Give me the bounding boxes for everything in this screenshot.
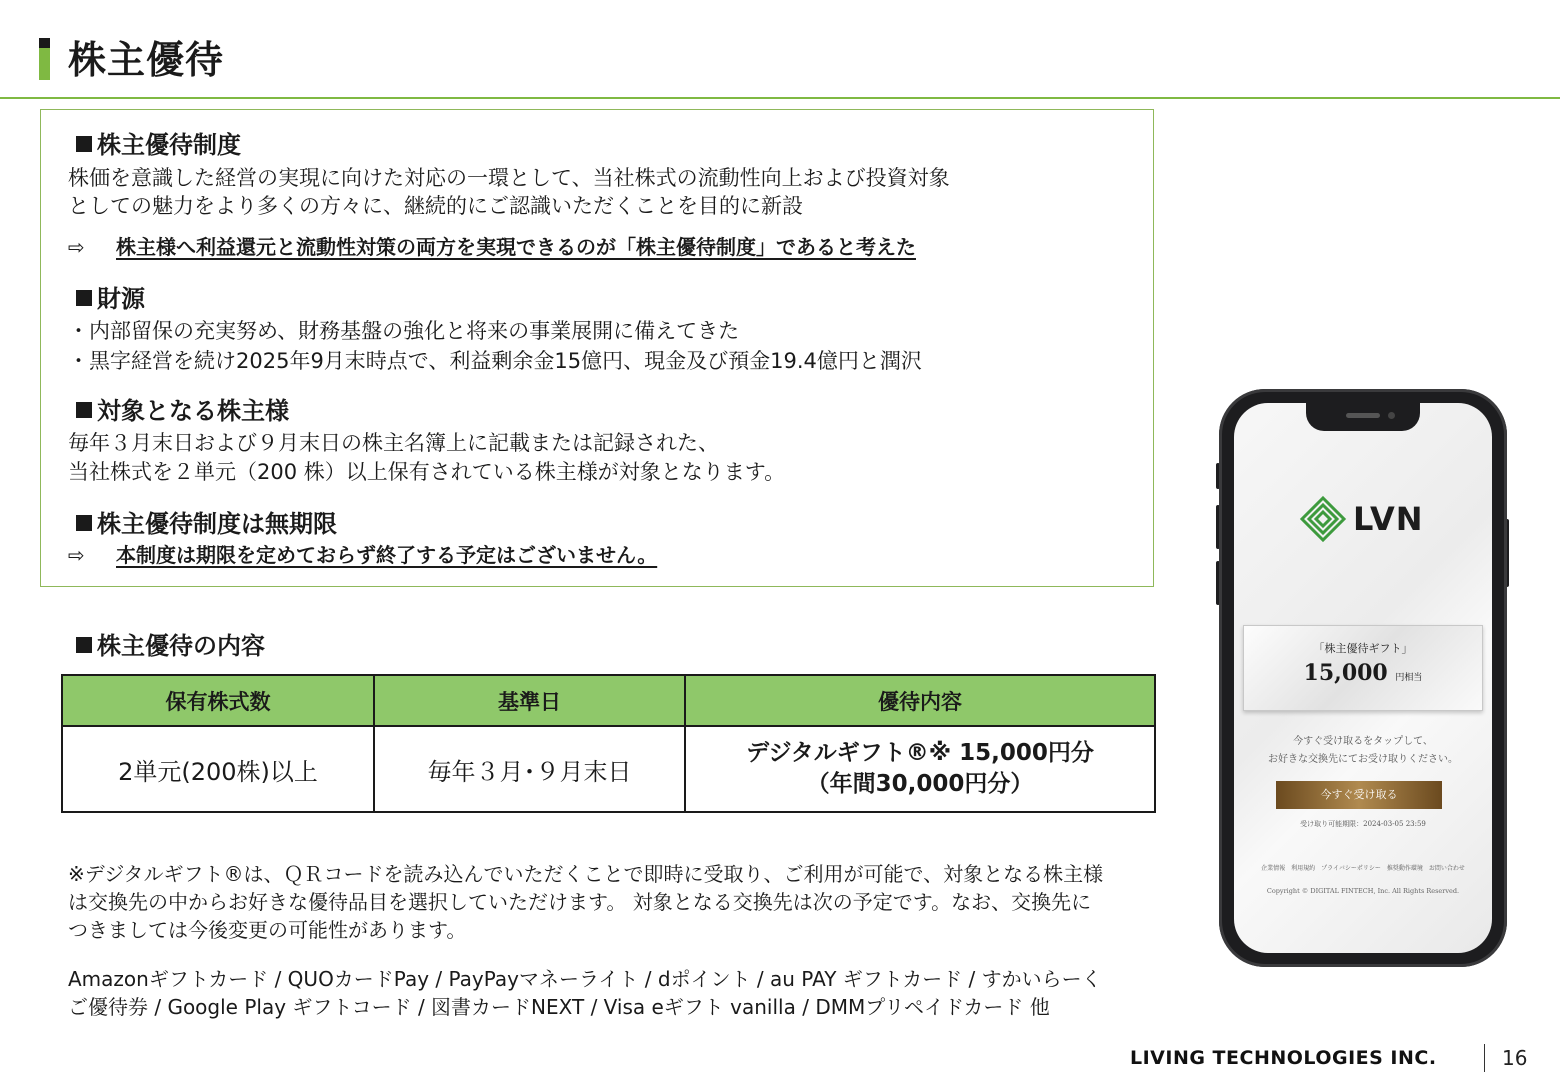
gift-card xyxy=(1243,625,1483,711)
exchange-list: Amazonギフトカード / QUOカードPay / PayPayマネーライト / dポイント / au PAY ギフトカード / すかいらーくご優待券 / Google Play ギフトコード / 図書カードNEXT / Visa eギフト vanilla / DMMプリペイドカード 他 xyxy=(68,967,1102,1019)
section-heading-funding: 財源 xyxy=(76,284,145,314)
system-conclusion-text: 株主様へ利益還元と流動性対策の両方を実現できるのが「株主優待制度」であると考えた xyxy=(116,235,916,259)
eligible-line-1: 毎年３月末日および９月末日の株主名簿上に記載または記録された、 xyxy=(68,431,719,455)
phone-screen xyxy=(1234,403,1492,953)
benefit-line-2: （年間30,000円分） xyxy=(806,771,1034,797)
section-heading-system: 株主優待制度 xyxy=(76,130,241,160)
instruction-line-1: 今すぐ受け取るをタップして、 xyxy=(1293,736,1433,747)
receive-now-button[interactable]: 今すぐ受け取る xyxy=(1276,781,1442,809)
receive-deadline: 受け取り可能期限：2024-03-05 23:59 xyxy=(1300,820,1426,828)
funding-line-2: ・黒字経営を続け2025年9月末時点で、利益剰余金15億円、現金及び預金19.4億円と潤沢 xyxy=(68,349,922,373)
indefinite-conclusion xyxy=(68,541,657,569)
section-heading-eligible: 対象となる株主様 xyxy=(76,396,289,426)
instruction-line-2: お好きな交換先にてお受け取りください。 xyxy=(1268,754,1458,765)
square-bullet-icon xyxy=(76,402,92,418)
square-bullet-icon xyxy=(76,637,92,653)
system-conclusion xyxy=(68,233,916,261)
eligible-line-2: 当社株式を２単元（200 株）以上保有されている株主様が対象となります。 xyxy=(68,460,786,484)
digital-gift-note: ※デジタルギフト®は、ＱＲコードを読み込んでいただくことで即時に受取り、ご利用が可能で、対象となる株主様は交換先の中からお好きな優待品目を選択していただけます。 対象となる交換先は次の予定です。なお、交換先につきましては今後変更の可能性があります。 xyxy=(68,862,1104,942)
right-arrow-icon: ⇨ xyxy=(68,543,85,567)
lvn-logo xyxy=(1299,495,1424,543)
column-header-record-date: 基準日 xyxy=(374,675,685,726)
screen-footer-links[interactable]: 企業情報 利用規約 プライバシーポリシー 推奨動作環境 お問い合わせ xyxy=(1261,865,1465,872)
phone-mockup xyxy=(1162,383,1560,995)
title-accent-bar xyxy=(39,38,50,80)
page-title: 株主優待 xyxy=(68,38,225,82)
gift-card-title: 「株主優待ギフト」 xyxy=(1313,642,1413,655)
system-text-line-1: 株価を意識した経営の実現に向けた対応の一環として、当社株式の流動性向上および投資対象 xyxy=(68,166,950,190)
column-header-benefit: 優待内容 xyxy=(685,675,1155,726)
logo-text: LVN xyxy=(1353,500,1424,538)
screen-copyright: Copyright © DIGITAL FINTECH, Inc. All Rights Reserved. xyxy=(1266,887,1460,895)
lvn-logo-icon xyxy=(1299,495,1347,543)
square-bullet-icon xyxy=(76,290,92,306)
benefit-line-1: デジタルギフト®※ 15,000円分 xyxy=(746,740,1094,766)
page-number: 16 xyxy=(1502,1046,1528,1070)
phone-body xyxy=(1219,389,1507,967)
section-heading-indefinite: 株主優待制度は無期限 xyxy=(76,509,337,539)
gift-card-amount: 15,000 円相当 xyxy=(1303,660,1423,686)
square-bullet-icon xyxy=(76,515,92,531)
footer-divider xyxy=(1484,1044,1485,1072)
right-arrow-icon: ⇨ xyxy=(68,235,85,259)
column-header-shares: 保有株式数 xyxy=(62,675,374,726)
camera-icon xyxy=(1388,412,1395,419)
title-divider xyxy=(0,97,1560,99)
benefits-table xyxy=(61,674,1156,813)
company-logo-text: LIVING TECHNOLOGIES INC. xyxy=(1130,1047,1437,1069)
square-bullet-icon xyxy=(76,136,92,152)
table-header-row xyxy=(62,675,1155,726)
cell-record-date: 毎年３月･９月末日 xyxy=(374,726,685,812)
cell-shares: 2単元(200株)以上 xyxy=(62,726,374,812)
speaker-icon xyxy=(1346,413,1380,418)
cell-benefit xyxy=(685,726,1155,812)
funding-line-1: ・内部留保の充実努め、財務基盤の強化と将来の事業展開に備えてきた xyxy=(68,319,740,343)
section-heading-benefits: 株主優待の内容 xyxy=(76,631,265,661)
indefinite-conclusion-text: 本制度は期限を定めておらず終了する予定はございません。 xyxy=(116,543,658,567)
table-row xyxy=(62,726,1155,812)
system-text-line-2: としての魅力をより多くの方々に、継続的にご認識いただくことを目的に新設 xyxy=(68,194,803,218)
phone-notch xyxy=(1306,403,1420,431)
